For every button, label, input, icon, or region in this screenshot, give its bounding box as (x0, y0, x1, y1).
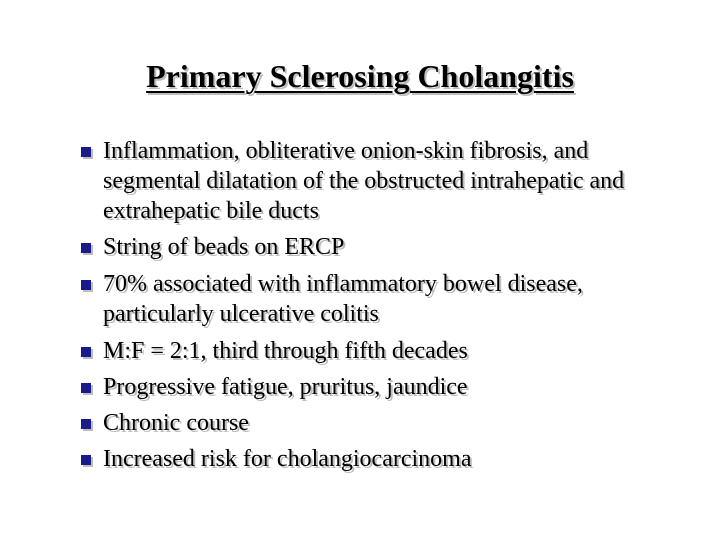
bullet-item (76, 136, 636, 226)
bullet-text: Progressive fatigue, pruritus, jaundice (103, 374, 468, 400)
bullet-text: 70% associated with inflammatory bowel disease, particularly ulcerative colitis (103, 271, 583, 327)
bullet-text: String of beads on ERCP (103, 234, 345, 260)
bullet-item (76, 269, 636, 329)
bullet-text: Increased risk for cholangiocarcinoma (103, 446, 472, 472)
square-bullet-icon (81, 280, 91, 290)
bullet-item (76, 372, 636, 402)
slide-title: Primary Sclerosing Cholangitis (146, 58, 574, 94)
square-bullet-icon (81, 455, 91, 465)
bullet-text: Chronic course (103, 410, 249, 436)
bullet-text: M:F = 2:1, third through fifth decades (103, 338, 468, 364)
bullet-item (76, 408, 636, 438)
square-bullet-icon (81, 347, 91, 357)
bullet-item (76, 444, 636, 474)
square-bullet-icon (81, 383, 91, 393)
square-bullet-icon (81, 419, 91, 429)
bullet-item (76, 336, 636, 366)
bullet-text: Inflammation, obliterative onion-skin fibrosis, and segmental dilatation of the obstructed intrahepatic and extrahepatic bile ducts (103, 138, 625, 224)
bullet-item (76, 232, 636, 262)
bullet-list (76, 136, 636, 480)
square-bullet-icon (81, 147, 91, 157)
square-bullet-icon (81, 243, 91, 253)
